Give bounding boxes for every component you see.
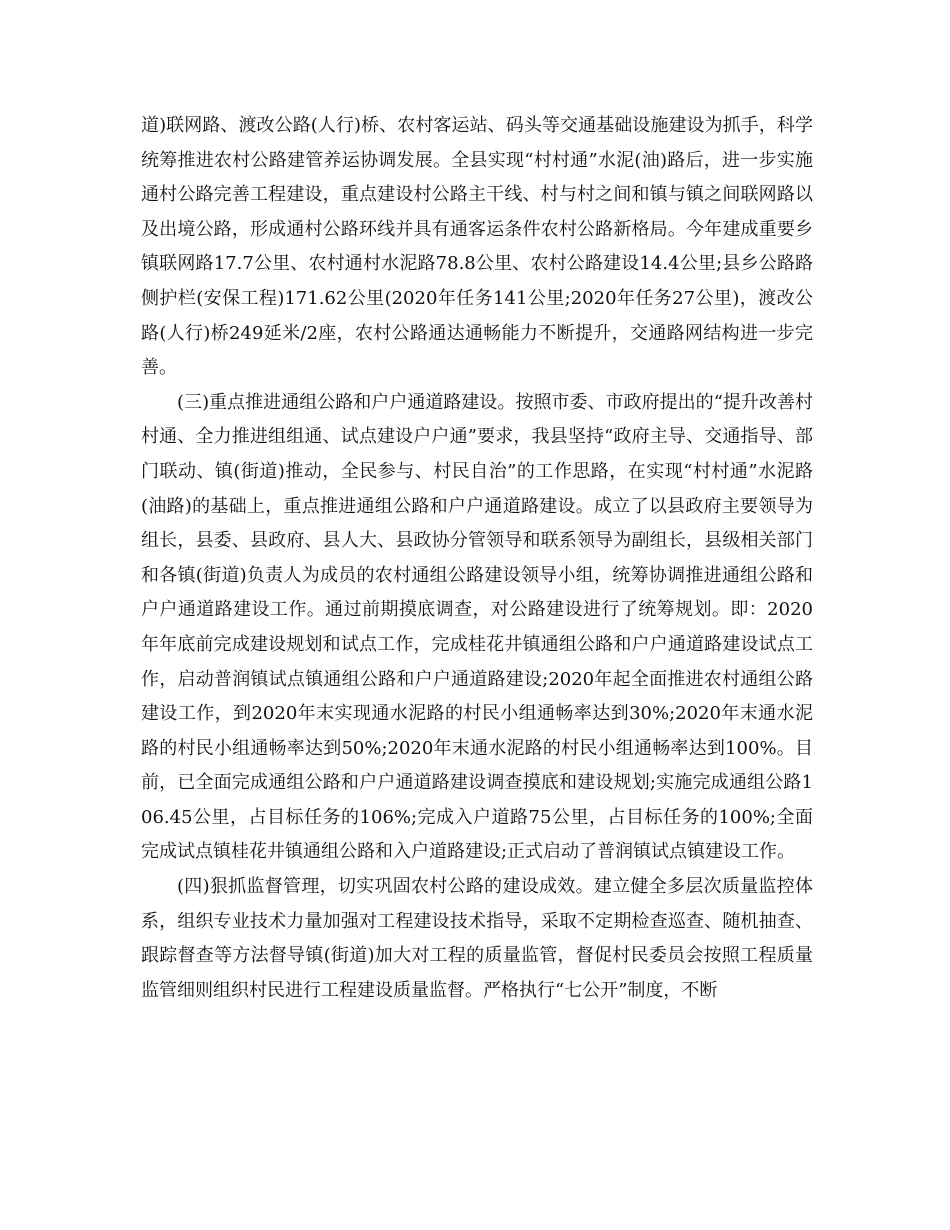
paragraph-section-3: (三)重点推进通组公路和户户通道路建设。按照市委、市政府提出的“提升改善村村通、全力推进组组通、试点建设户户通”要求，我县坚持“政府主导、交通指导、部门联动、镇(街道)推动，全民参与、村民自治”的工作思路，在实现“村村通”水泥路(油路)的基础上，重点推进通组公路和户户通道路建设。成立了以县政府主要领导为组长，县委、县政府、县人大、县政协分管领导和联系领导为副组长，县级相关部门和各镇(街道)负责人为成员的农村通组公路建设领导小组，统筹协调推进通组公路和户户通道路建设工作。通过前期摸底调查，对公路建设进行了统筹规划。即：2020年年底前完成建设规划和试点工作，完成桂花井镇通组公路和户户通道路建设试点工作，启动普润镇试点镇通组公路和户户通道路建设;2020年起全面推进农村通组公路建设工作，到2020年末实现通水泥路的村民小组通畅率达到30%;2020年末通水泥路的村民小组通畅率达到50%;2020年末通水泥路的村民小组通畅率达到100%。目前，已全面完成通组公路和户户通道路建设调查摸底和建设规划;实施完成通组公路106.45公里，占目标任务的106%;完成入户道路75公里，占目标任务的100%;全面完成试点镇桂花井镇通组公路和入户道路建设;正式启动了普润镇试点镇建设工作。 [141,391,813,863]
document-page [141,109,813,1008]
paragraph-continuation: 道)联网路、渡改公路(人行)桥、农村客运站、码头等交通基础设施建设为抓手，科学统筹推进农村公路建管养运协调发展。全县实现“村村通”水泥(油)路后，进一步实施通村公路完善工程建设，重点建设村公路主干线、村与村之间和镇与镇之间联网路以及出境公路，形成通村公路环线并具有通客运条件农村公路新格局。今年建成重要乡镇联网路17.7公里、农村通村水泥路78.8公里、农村公路建设14.4公里;县乡公路路侧护栏(安保工程)171.62公里(2020年任务141公里;2020年任务27公里)，渡改公路(人行)桥249延米/2座，农村公路通达通畅能力不断提升，交通路网结构进一步完善。 [141,115,813,379]
paragraph-section-4: (四)狠抓监督管理，切实巩固农村公路的建设成效。建立健全多层次质量监控体系，组织专业技术力量加强对工程建设技术指导，采取不定期检查巡查、随机抽查、跟踪督查等方法督导镇(街道)加大对工程的质量监管，督促村民委员会按照工程质量监管细则组织村民进行工程建设质量监督。严格执行“七公开”制度，不断 [141,876,813,1001]
